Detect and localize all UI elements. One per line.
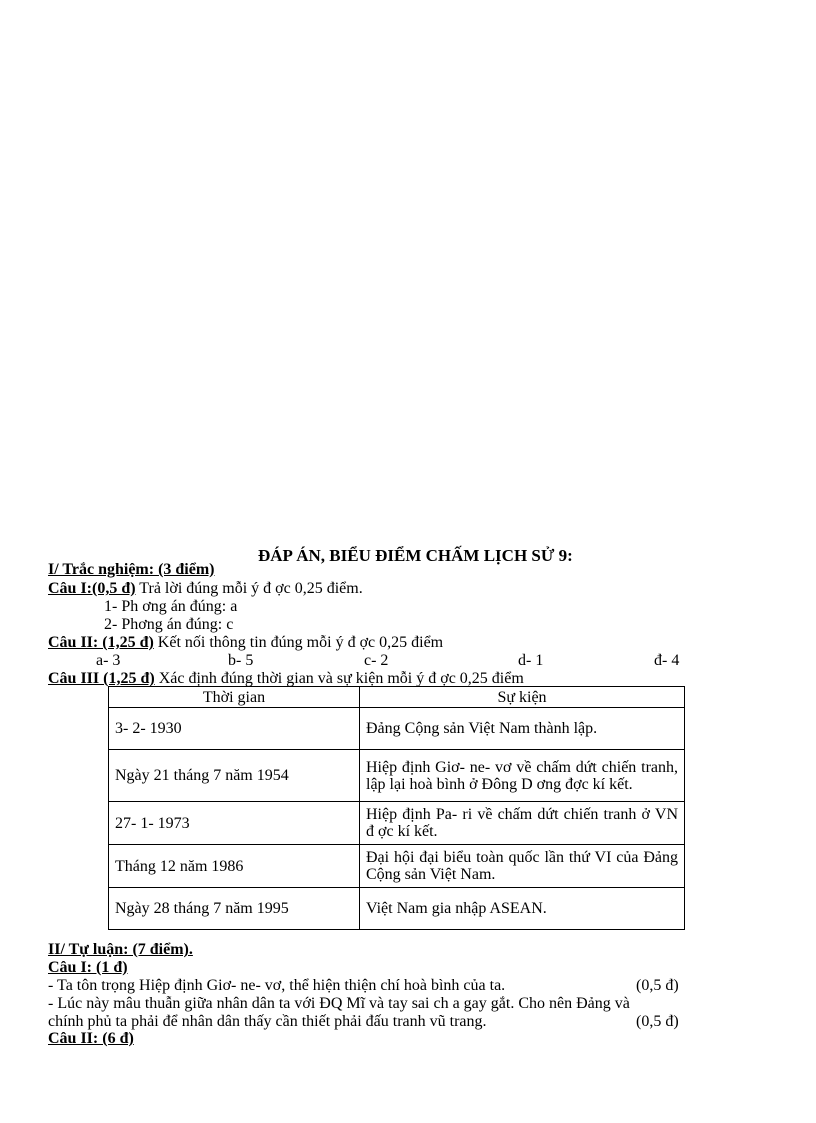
- table-row: [109, 750, 685, 802]
- table-cell-event: Hiệp định Pa- ri về chấm dứt chiến tranh ở VN đ ợc kí kết.: [360, 802, 685, 845]
- table-header-event: Sự kiện: [360, 687, 685, 708]
- table-header-time: Thời gian: [109, 687, 360, 708]
- q2-match-d: d- 1: [518, 652, 544, 669]
- events-table: [108, 686, 685, 930]
- q3-text: Xác định đúng thời gian và sự kiện mỗi ý đ ợc 0,25 điểm: [154, 670, 524, 687]
- q2-match-c: c- 2: [364, 652, 389, 669]
- table-cell-time: Ngày 21 tháng 7 năm 1954: [109, 750, 360, 802]
- table-cell-time: Tháng 12 năm 1986: [109, 845, 360, 888]
- q2-match-dd: đ- 4: [654, 652, 680, 669]
- q1-text: Trả lời đúng mỗi ý đ ợc 0,25 điểm.: [135, 580, 363, 597]
- essay-q1-line2a: - Lúc này mâu thuẫn giữa nhân dân ta với ĐQ Mĩ và tay sai ch a gay gắt. Cho nên Đảng và: [48, 995, 630, 1012]
- table-cell-time: Ngày 28 tháng 7 năm 1995: [109, 888, 360, 930]
- part2-heading: II/ Tự luận: (7 điểm).: [48, 941, 193, 958]
- essay-q1-line2b: chính phủ ta phải để nhân dân thấy cần thiết phải đấu tranh vũ trang.: [48, 1013, 487, 1030]
- table-cell-time: 27- 1- 1973: [109, 802, 360, 845]
- table-cell-event: Đại hội đại biểu toàn quốc lần thứ VI của Đảng Cộng sản Việt Nam.: [360, 845, 685, 888]
- table-cell-event: Hiệp định Giơ- ne- vơ về chấm dứt chiến tranh, lập lại hoà bình ở Đông D ơng đợc kí kết.: [360, 750, 685, 802]
- essay-q1-line1: - Ta tôn trọng Hiệp định Giơ- ne- vơ, thể hiện thiện chí hoà bình của ta.: [48, 977, 506, 994]
- table-header-row: [109, 687, 685, 708]
- table-row: [109, 888, 685, 930]
- table-row: [109, 845, 685, 888]
- q1-line: [48, 580, 363, 598]
- table-cell-event: Đảng Cộng sản Việt Nam thành lập.: [360, 708, 685, 750]
- q2-match-a: a- 3: [96, 652, 121, 669]
- essay-q1-line1-score: (0,5 đ): [636, 977, 679, 994]
- document-title: ĐÁP ÁN, BIỂU ĐIỂM CHẤM LỊCH SỬ 9:: [258, 546, 573, 565]
- q1-label: Câu I:(0,5 đ): [48, 580, 136, 597]
- q2-line: [48, 634, 443, 652]
- essay-q1-label: Câu I: (1 đ): [48, 959, 128, 976]
- table-row: [109, 708, 685, 750]
- q3-label: Câu III (1,25 đ): [48, 670, 155, 687]
- q2-text: Kết nối thông tin đúng mỗi ý đ ợc 0,25 điểm: [153, 634, 444, 651]
- table-cell-time: 3- 2- 1930: [109, 708, 360, 750]
- q1-answer-2: 2- Phơng án đúng: c: [104, 616, 234, 633]
- essay-q2-label: Câu II: (6 đ): [48, 1030, 134, 1047]
- q2-label: Câu II: (1,25 đ): [48, 634, 154, 651]
- table-cell-event: Việt Nam gia nhập ASEAN.: [360, 888, 685, 930]
- q1-answer-1: 1- Ph ơng án đúng: a: [104, 598, 238, 615]
- essay-q1-line2-score: (0,5 đ): [636, 1013, 679, 1030]
- part1-heading: I/ Trắc nghiệm: (3 điểm): [48, 561, 215, 578]
- table-row: [109, 802, 685, 845]
- q2-match-b: b- 5: [228, 652, 254, 669]
